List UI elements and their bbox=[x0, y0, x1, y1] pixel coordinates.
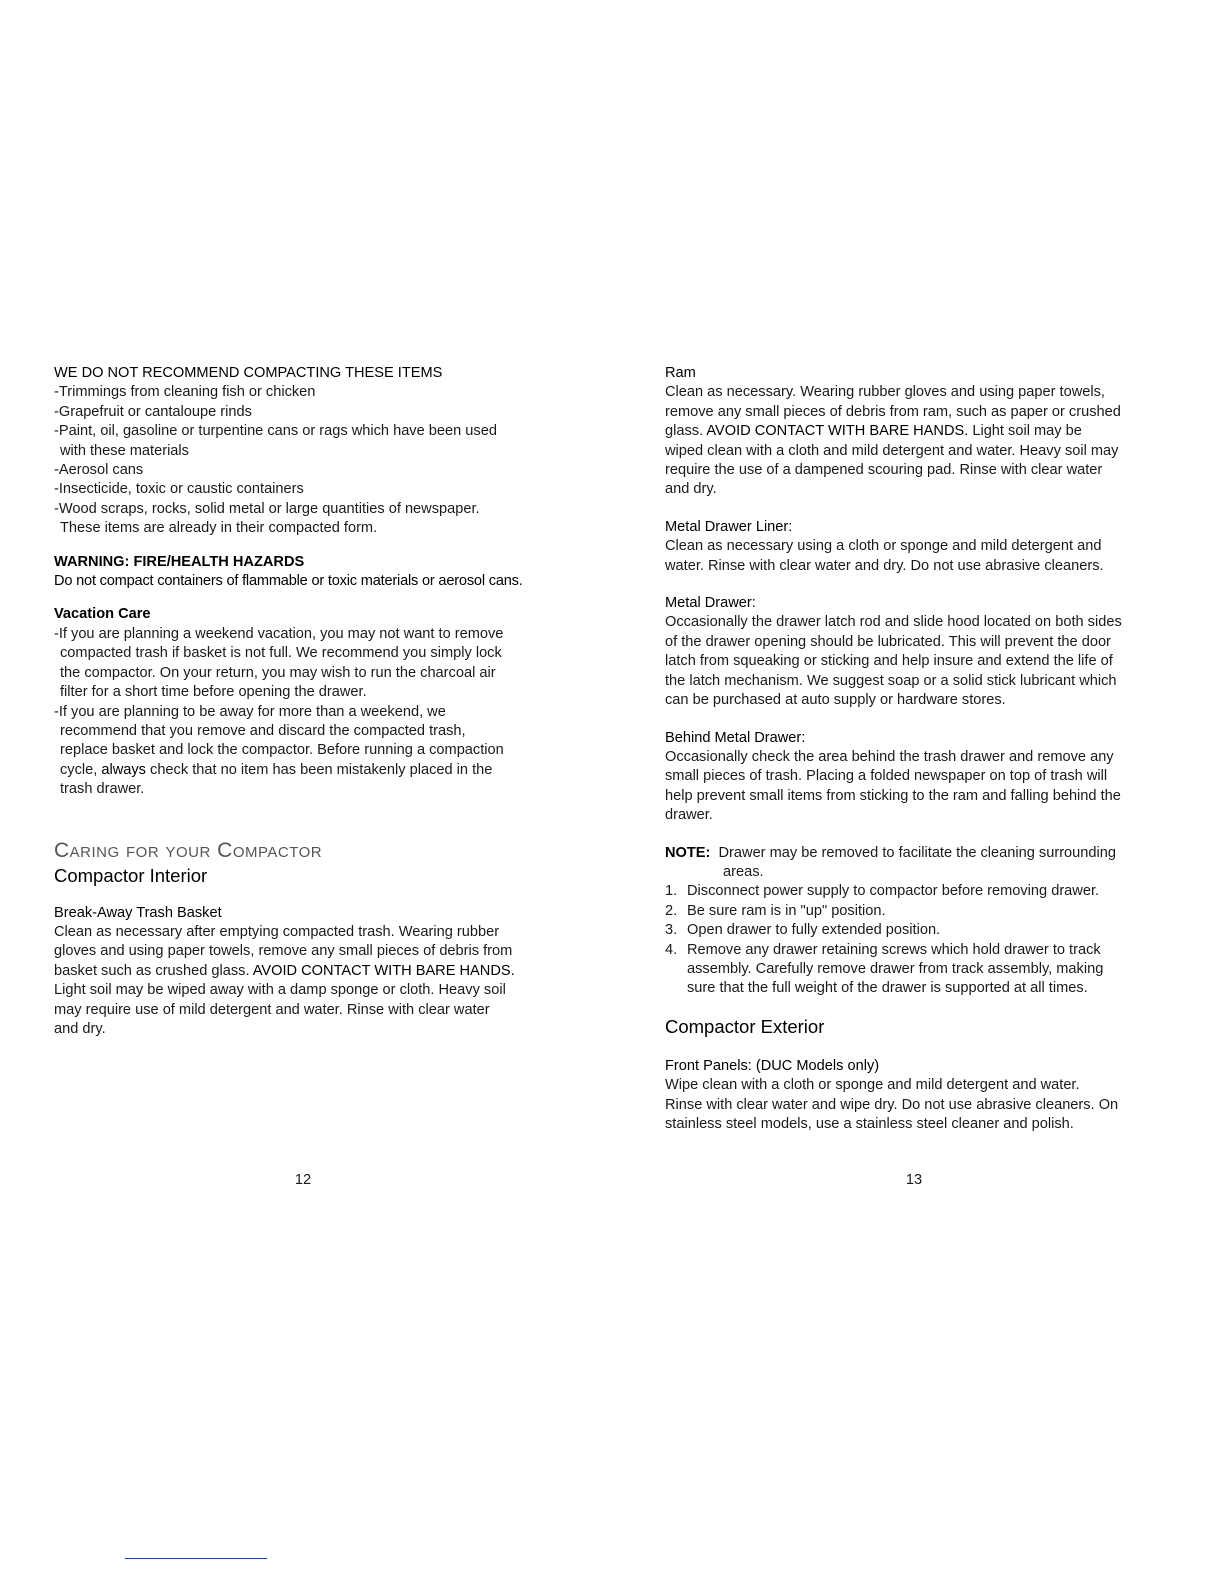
ram-text: Light soil may be bbox=[968, 423, 1082, 440]
ram-line: require the use of a dampened scouring pad. Rinse with clear water bbox=[665, 462, 1103, 479]
basket-text: basket such as crushed glass. bbox=[54, 962, 253, 979]
ram-line: Clean as necessary. Wearing rubber gloves and using paper towels, bbox=[665, 384, 1105, 401]
always-emphasis: always bbox=[101, 761, 146, 778]
vacation-line: -If you are planning to be away for more than a weekend, we bbox=[54, 703, 446, 720]
note-section bbox=[665, 844, 1175, 999]
step-text: Disconnect power supply to compactor before removing drawer. bbox=[687, 883, 1100, 900]
left-page-column bbox=[54, 364, 574, 1039]
step-number: 2. bbox=[665, 902, 678, 919]
avoid-item: -Wood scraps, rocks, solid metal or large quantities of newspaper. bbox=[54, 500, 480, 517]
compactor-exterior-section bbox=[665, 1015, 1175, 1135]
step-text: Remove any drawer retaining screws which hold drawer to track bbox=[687, 941, 1101, 958]
step-text: Be sure ram is in "up" position. bbox=[687, 902, 886, 919]
list-item bbox=[665, 882, 1175, 901]
exterior-line: Rinse with clear water and wipe dry. Do not use abrasive cleaners. On bbox=[665, 1096, 1119, 1113]
note-continuation: areas. bbox=[723, 863, 764, 880]
step-text: sure that the full weight of the drawer is supported at all times. bbox=[687, 980, 1088, 997]
behind-line: help prevent small items from sticking to the ram and falling behind the bbox=[665, 787, 1121, 804]
compactor-interior-heading: Compactor Interior bbox=[54, 864, 208, 886]
basket-line: may require use of mild detergent and water. Rinse with clear water bbox=[54, 1001, 490, 1018]
step-number: 4. bbox=[665, 941, 678, 958]
drawer-liner-heading: Metal Drawer Liner: bbox=[665, 518, 793, 535]
avoid-items-heading: WE DO NOT RECOMMEND COMPACTING THESE ITEMS bbox=[54, 365, 443, 381]
liner-line: Clean as necessary using a cloth or sponge and mild detergent and bbox=[665, 538, 1102, 555]
ram-line: remove any small pieces of debris from ram, such as paper or crushed bbox=[665, 403, 1121, 420]
warning-text: Do not compact containers of flammable or toxic materials or aerosol cans. bbox=[54, 573, 523, 590]
caring-section bbox=[54, 838, 574, 888]
list-item bbox=[665, 902, 1175, 921]
behind-drawer-section bbox=[665, 729, 1175, 826]
right-page-column bbox=[665, 364, 1175, 1134]
drawer-line: the latch mechanism. We suggest soap or a solid stick lubricant which bbox=[665, 672, 1117, 689]
avoid-item: with these materials bbox=[60, 442, 189, 459]
list-item bbox=[665, 941, 1175, 960]
ram-heading: Ram bbox=[665, 365, 696, 381]
vacation-line: replace basket and lock the compactor. Before running a compaction bbox=[60, 742, 504, 759]
basket-line: and dry. bbox=[54, 1020, 106, 1037]
exterior-line: stainless steel models, use a stainless steel cleaner and polish. bbox=[665, 1116, 1074, 1132]
vacation-line: the compactor. On your return, you may wish to run the charcoal air bbox=[60, 664, 496, 681]
page-number-left: 12 bbox=[294, 1172, 312, 1188]
vacation-line bbox=[54, 761, 574, 780]
avoid-items-section bbox=[54, 364, 574, 539]
liner-line: water. Rinse with clear water and dry. Do not use abrasive cleaners. bbox=[665, 557, 1104, 574]
step-text: Open drawer to fully extended position. bbox=[687, 922, 941, 939]
step-number: 3. bbox=[665, 922, 678, 939]
avoid-contact-warning: AVOID CONTACT WITH BARE HANDS. bbox=[252, 962, 515, 979]
vacation-line: filter for a short time before opening the drawer. bbox=[60, 684, 367, 701]
metal-drawer-section bbox=[665, 594, 1175, 710]
ram-section bbox=[665, 364, 1175, 500]
front-panels-heading: Front Panels: (DUC Models only) bbox=[665, 1057, 880, 1074]
note-text: Drawer may be removed to facilitate the cleaning surrounding bbox=[718, 844, 1116, 861]
vacation-care-heading: Vacation Care bbox=[54, 606, 151, 623]
vacation-line: recommend that you remove and discard the compacted trash, bbox=[60, 722, 466, 739]
avoid-contact-warning: AVOID CONTACT WITH BARE HANDS. bbox=[706, 423, 969, 440]
drawer-line: of the drawer opening should be lubricated. This will prevent the door bbox=[665, 633, 1111, 650]
ram-text: glass. bbox=[665, 423, 707, 440]
trash-basket-section bbox=[54, 904, 574, 1040]
vacation-text: cycle, bbox=[60, 761, 102, 778]
behind-line: small pieces of trash. Placing a folded newspaper on top of trash will bbox=[665, 768, 1108, 785]
compactor-exterior-heading: Compactor Exterior bbox=[665, 1015, 825, 1037]
ram-line bbox=[665, 422, 1175, 441]
behind-line: drawer. bbox=[665, 807, 713, 824]
avoid-item: -Aerosol cans bbox=[54, 462, 144, 479]
drawer-line: latch from squeaking or sticking and help insure and extend the life of bbox=[665, 653, 1113, 670]
vacation-line: -If you are planning a weekend vacation, you may not want to remove bbox=[54, 625, 504, 642]
footer-rule bbox=[125, 1558, 267, 1559]
basket-line bbox=[54, 962, 574, 981]
basket-line: gloves and using paper towels, remove any small pieces of debris from bbox=[54, 943, 513, 960]
basket-line: Light soil may be wiped away with a damp sponge or cloth. Heavy soil bbox=[54, 982, 506, 999]
vacation-text: check that no item has been mistakenly placed in the bbox=[145, 761, 493, 778]
avoid-item: -Trimmings from cleaning fish or chicken bbox=[54, 384, 316, 401]
drawer-line: Occasionally the drawer latch rod and slide hood located on both sides bbox=[665, 614, 1122, 631]
ram-line: and dry. bbox=[665, 481, 717, 498]
page-number-right: 13 bbox=[905, 1172, 923, 1188]
note-line bbox=[665, 844, 1175, 863]
behind-line: Occasionally check the area behind the trash drawer and remove any bbox=[665, 748, 1114, 765]
vacation-line: trash drawer. bbox=[60, 781, 145, 798]
trash-basket-heading: Break-Away Trash Basket bbox=[54, 904, 222, 921]
avoid-item: -Grapefruit or cantaloupe rinds bbox=[54, 403, 252, 420]
warning-heading: WARNING: FIRE/HEALTH HAZARDS bbox=[54, 553, 305, 570]
behind-drawer-heading: Behind Metal Drawer: bbox=[665, 729, 806, 746]
step-number: 1. bbox=[665, 883, 678, 900]
step-text: assembly. Carefully remove drawer from track assembly, making bbox=[687, 960, 1104, 977]
vacation-line: compacted trash if basket is not full. We recommend you simply lock bbox=[60, 645, 502, 662]
avoid-item: These items are already in their compacted form. bbox=[60, 520, 378, 537]
drawer-liner-section bbox=[665, 518, 1175, 576]
drawer-line: can be purchased at auto supply or hardware stores. bbox=[665, 692, 1006, 709]
vacation-care-section bbox=[54, 605, 574, 799]
caring-title: Caring for your Compactor bbox=[54, 838, 323, 862]
warning-section bbox=[54, 553, 574, 592]
basket-line: Clean as necessary after emptying compacted trash. Wearing rubber bbox=[54, 923, 500, 940]
ram-line: wiped clean with a cloth and mild detergent and water. Heavy soil may bbox=[665, 442, 1119, 459]
note-label: NOTE: bbox=[665, 844, 711, 861]
metal-drawer-heading: Metal Drawer: bbox=[665, 595, 756, 612]
avoid-item: -Insecticide, toxic or caustic containers bbox=[54, 481, 304, 498]
removal-steps-list bbox=[665, 882, 1175, 998]
exterior-line: Wipe clean with a cloth or sponge and mild detergent and water. bbox=[665, 1077, 1080, 1094]
list-item bbox=[665, 921, 1175, 940]
avoid-item: -Paint, oil, gasoline or turpentine cans or rags which have been used bbox=[54, 423, 497, 440]
